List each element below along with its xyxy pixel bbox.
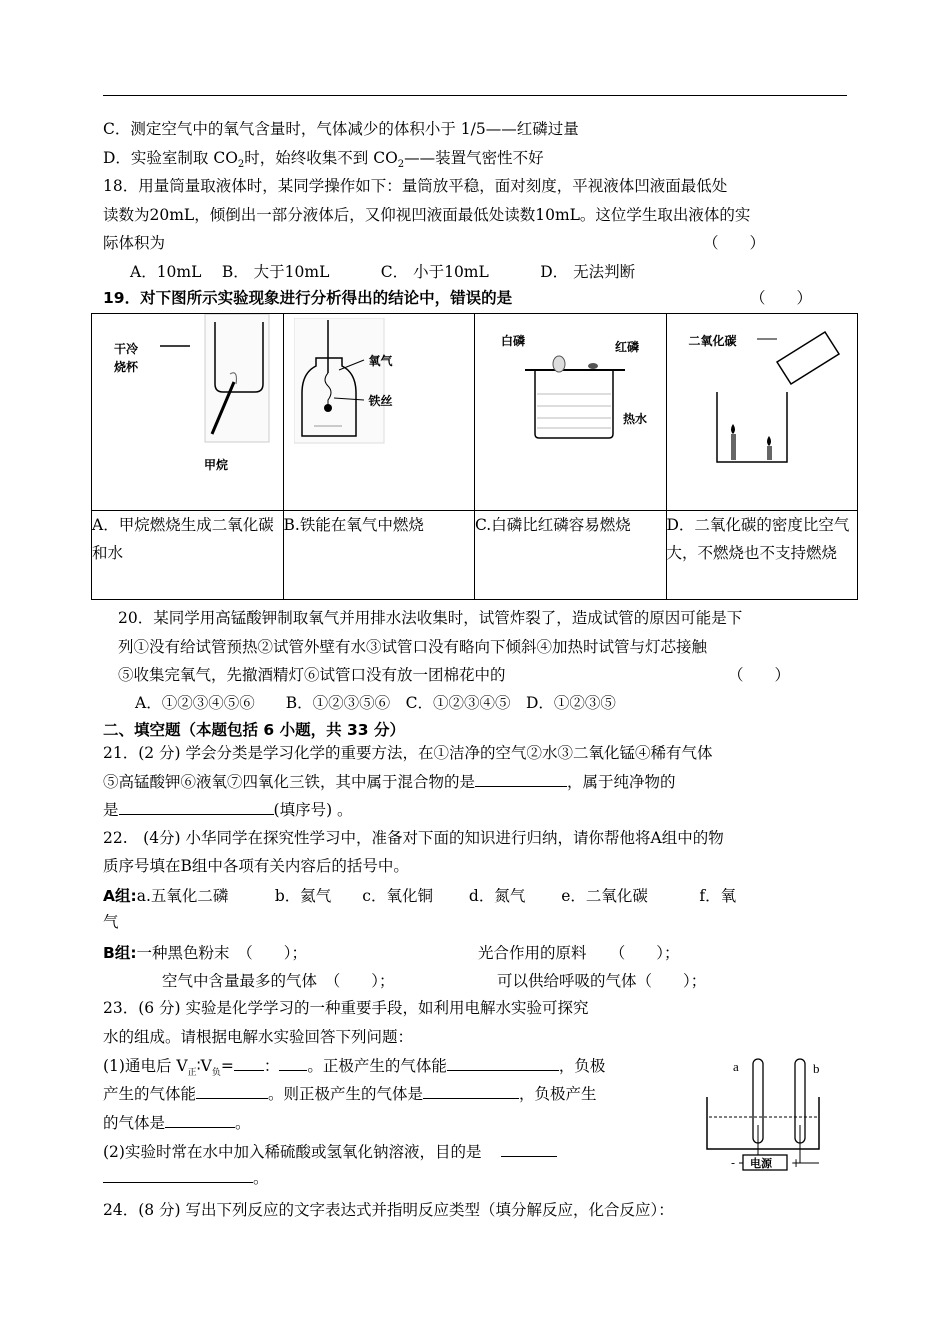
header-rule (103, 95, 847, 96)
q21-blank-pure[interactable] (119, 800, 274, 815)
tube-b-label: b (813, 1061, 820, 1076)
q23-blank-positive-ability[interactable] (447, 1056, 559, 1071)
q19-figure-a: 干冷 烧杯 甲烷 (92, 314, 284, 511)
red-phosphorus-label: 红磷 (615, 340, 640, 354)
q20-answer-bracket: （ ） (728, 666, 791, 684)
q19-table (91, 313, 858, 600)
q23-line6: (2)实验时常在水中加入稀硫酸或氢氧化钠溶液，目的是 (103, 1142, 557, 1162)
q19-option-a: A．甲烷燃烧生成二氧化碳和水 (92, 511, 284, 600)
tube-a-label: a (733, 1059, 739, 1074)
q23-line4: 产生的气体能 。则正极产生的气体是 ，负极产生 (103, 1085, 597, 1103)
q20-line3: ⑤收集完氧气，先撤酒精灯⑥试管口没有放一团棉花中的 (118, 666, 506, 684)
q21-blank-mixture[interactable] (475, 772, 567, 787)
iron-oxygen-figure (294, 318, 414, 448)
q22-group-a-tail: 气 (103, 913, 119, 931)
q22-group-b-breathing: 可以供给呼吸的气体（ ）； (497, 972, 707, 990)
co2-label: 二氧化碳 (688, 334, 737, 348)
q24-stem: 24．(8 分) 写出下列反应的文字表达式并指明反应类型（填分解反应，化合反应）： (103, 1201, 674, 1219)
q20-line1: 20．某同学用高锰酸钾制取氧气并用排水法收集时，试管炸裂了，造成试管的原因可能是下 (118, 609, 743, 627)
section-2-heading: 二、填空题（本题包括 6 小题，共 33 分） (103, 721, 405, 739)
q19-answer-bracket: （ ） (750, 289, 813, 307)
minus-sign: - (731, 1156, 736, 1170)
hot-water-label: 热水 (623, 412, 648, 426)
methane-label: 甲烷 (204, 458, 229, 472)
q23-blank-purpose[interactable] (501, 1142, 557, 1157)
co2-candles-figure (707, 324, 847, 474)
q19-figure-c (475, 314, 667, 511)
q23-ratio-blank-1[interactable] (234, 1056, 264, 1071)
q23-blank-negative-ability[interactable] (196, 1084, 268, 1099)
q23-line3: (1)通电后 $V_正∶V_负=$ ： 。正极产生的气体能 ，负极 (103, 1057, 606, 1079)
q19-option-d: D．二氧化碳的密度比空气大，不燃烧也不支持燃烧 (666, 511, 858, 600)
oxygen-label: 氧气 (368, 354, 393, 368)
q22-line1: 22. (4分) 小华同学在探究性学习中，准备对下面的知识进行归纳，请你帮他将A组中的物 (103, 829, 724, 847)
q23-blank-negative-gas[interactable] (165, 1113, 235, 1128)
q22-group-b-row1: B组:一种黑色粉末 （ ）； (103, 944, 308, 962)
q23-line5: 的气体是 。 (103, 1114, 251, 1132)
q23-line2: 水的组成。请根据电解水实验回答下列问题： (103, 1028, 414, 1046)
electrolysis-apparatus-figure (703, 1055, 823, 1173)
white-phosphorus-label: 白磷 (501, 334, 526, 348)
q23-blank-purpose-cont[interactable] (103, 1168, 253, 1183)
q18-line3: 际体积为 (103, 234, 166, 252)
option-d: D．实验室制取 $CO_2$时，始终收集不到 $CO_2——$装置气密性不好 (103, 149, 544, 171)
q19-option-b: B.铁能在氧气中燃烧 (283, 511, 475, 600)
q18-options: A．10mL B． 大于10mL C． 小于10mL D． 无法判断 (130, 263, 636, 281)
q20-options: A．①②③④⑤⑥ B．①②③⑤⑥ C．①②③④⑤ D．①②③⑤ (135, 694, 616, 712)
q21-line1: 21．(2 分) 学会分类是学习化学的重要方法，在①洁净的空气②水③二氧化锰④稀有气体 (103, 744, 713, 762)
q22-line2: 质序号填在B组中各项有关内容后的括号中。 (103, 857, 409, 875)
q21-line2: ⑤高锰酸钾⑥液氧⑦四氧化三铁，其中属于混合物的是 ，属于纯净物的 (103, 773, 676, 791)
q20-line2: 列①没有给试管预热②试管外壁有水③试管口没有略向下倾斜④加热时试管与灯芯接触 (118, 638, 708, 656)
phosphorus-hotwater-figure (525, 334, 635, 444)
q23-line1: 23．(6 分) 实验是化学学习的一种重要手段，如利用电解水实验可探究 (103, 999, 589, 1017)
power-source-label: 电源 (750, 1157, 772, 1170)
option-c: C．测定空气中的氧气含量时，气体减少的体积小于 1/5——红磷过量 (103, 120, 579, 138)
q23-ratio-blank-2[interactable] (279, 1056, 307, 1071)
q22-group-b-photosynthesis: 光合作用的原料 （ ）； (478, 944, 680, 962)
q18-line1: 18．用量筒量取液体时，某同学操作如下：量筒放平稳，面对刻度，平视液体凹液面最低处 (103, 177, 728, 195)
q19-figure-b (283, 314, 475, 511)
q19-option-c: C.白磷比红磷容易燃烧 (475, 511, 667, 600)
iron-wire-label: 铁丝 (368, 394, 393, 408)
q23-blank-positive-gas[interactable] (423, 1084, 519, 1099)
q18-line2: 读数为20mL，倾倒出一部分液体后，又仰视凹液面最低处读数10mL。这位学生取出液体的实 (103, 206, 751, 224)
q18-answer-bracket: （ ） (703, 234, 766, 252)
plus-sign: + (791, 1156, 802, 1170)
q22-group-b-most-air: 空气中含量最多的气体 （ ）； (162, 972, 395, 990)
q19-stem: 19．对下图所示实验现象进行分析得出的结论中，错误的是 (103, 289, 513, 307)
q23-line7: 。 (103, 1168, 269, 1188)
q19-figure-d (666, 314, 858, 511)
q22-group-a: A组:a.五氧化二磷 b．氦气 c．氧化铜 d．氮气 e．二氧化碳 f．氧 (103, 887, 737, 905)
q21-line3: 是 (填序号) 。 (103, 801, 353, 819)
